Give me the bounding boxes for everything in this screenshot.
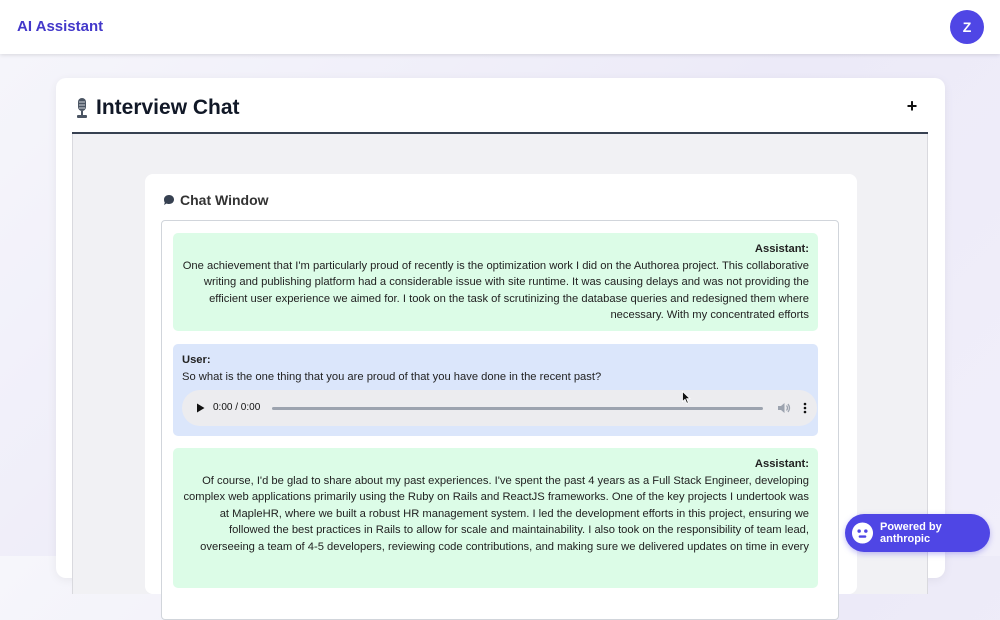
bot-face-icon <box>851 521 874 545</box>
speech-bubble-icon <box>163 194 175 206</box>
app-title[interactable]: AI Assistant <box>17 18 104 35</box>
mouse-cursor-icon <box>682 391 691 404</box>
message-role: User: <box>182 354 211 366</box>
chat-window-title: Chat Window <box>180 192 269 208</box>
message-text: So what is the one thing that you are proud of that you have done in the recent past? <box>182 370 602 383</box>
audio-time: 0:00 / 0:00 <box>213 401 261 413</box>
chat-window-header <box>163 192 269 208</box>
user-avatar[interactable]: Z <box>950 10 984 44</box>
powered-by-label: Powered by anthropic <box>879 521 942 545</box>
more-vertical-icon[interactable] <box>803 402 807 414</box>
chat-window-card <box>145 174 857 594</box>
audio-progress-track[interactable] <box>272 407 763 410</box>
panel-header <box>74 96 240 120</box>
audio-player[interactable] <box>182 390 817 426</box>
message-list[interactable] <box>161 220 839 620</box>
volume-icon[interactable] <box>777 402 791 414</box>
powered-by-badge[interactable] <box>845 514 990 552</box>
message-text: One achievement that I'm particularly proud of recently is the optimization work I did on the Authorea project. This collaborative writing and publishing platform had a considerable issue with site runtime. It was causing delays and was not providing the efficient user experience we aimed for. I took on the task of scrutinizing the database queries and redesigned them where necessary. With my concentrated efforts <box>182 259 809 322</box>
message-role: Assistant: <box>754 458 809 470</box>
panel-title: Interview Chat <box>96 96 240 119</box>
message-role: Assistant: <box>754 243 809 255</box>
chat-area <box>72 134 928 594</box>
top-bar <box>0 0 1000 54</box>
assistant-message <box>173 233 818 331</box>
message-text: Of course, I'd be glad to share about my past experiences. I've spent the past 4 years as a Full Stack Engineer, developing complex web applications primarily using the Ruby on Rails and ReactJS frameworks. One of the key projects I undertook was at MapleHR, where we built a robust HR management system. I led the development efforts in this project, ensuring we followed the best practices in Rails to allow for scale and maintainability. I also took on the responsibility of team lead, overseeing a team of 4-5 developers, reviewing code contributions, and making sure we delivered updates on time in every <box>183 474 809 553</box>
user-message <box>173 344 818 436</box>
microphone-icon <box>74 97 90 119</box>
add-button[interactable]: + <box>906 96 918 116</box>
assistant-message <box>173 448 818 588</box>
play-icon[interactable] <box>196 403 205 413</box>
interview-chat-panel <box>56 78 945 578</box>
